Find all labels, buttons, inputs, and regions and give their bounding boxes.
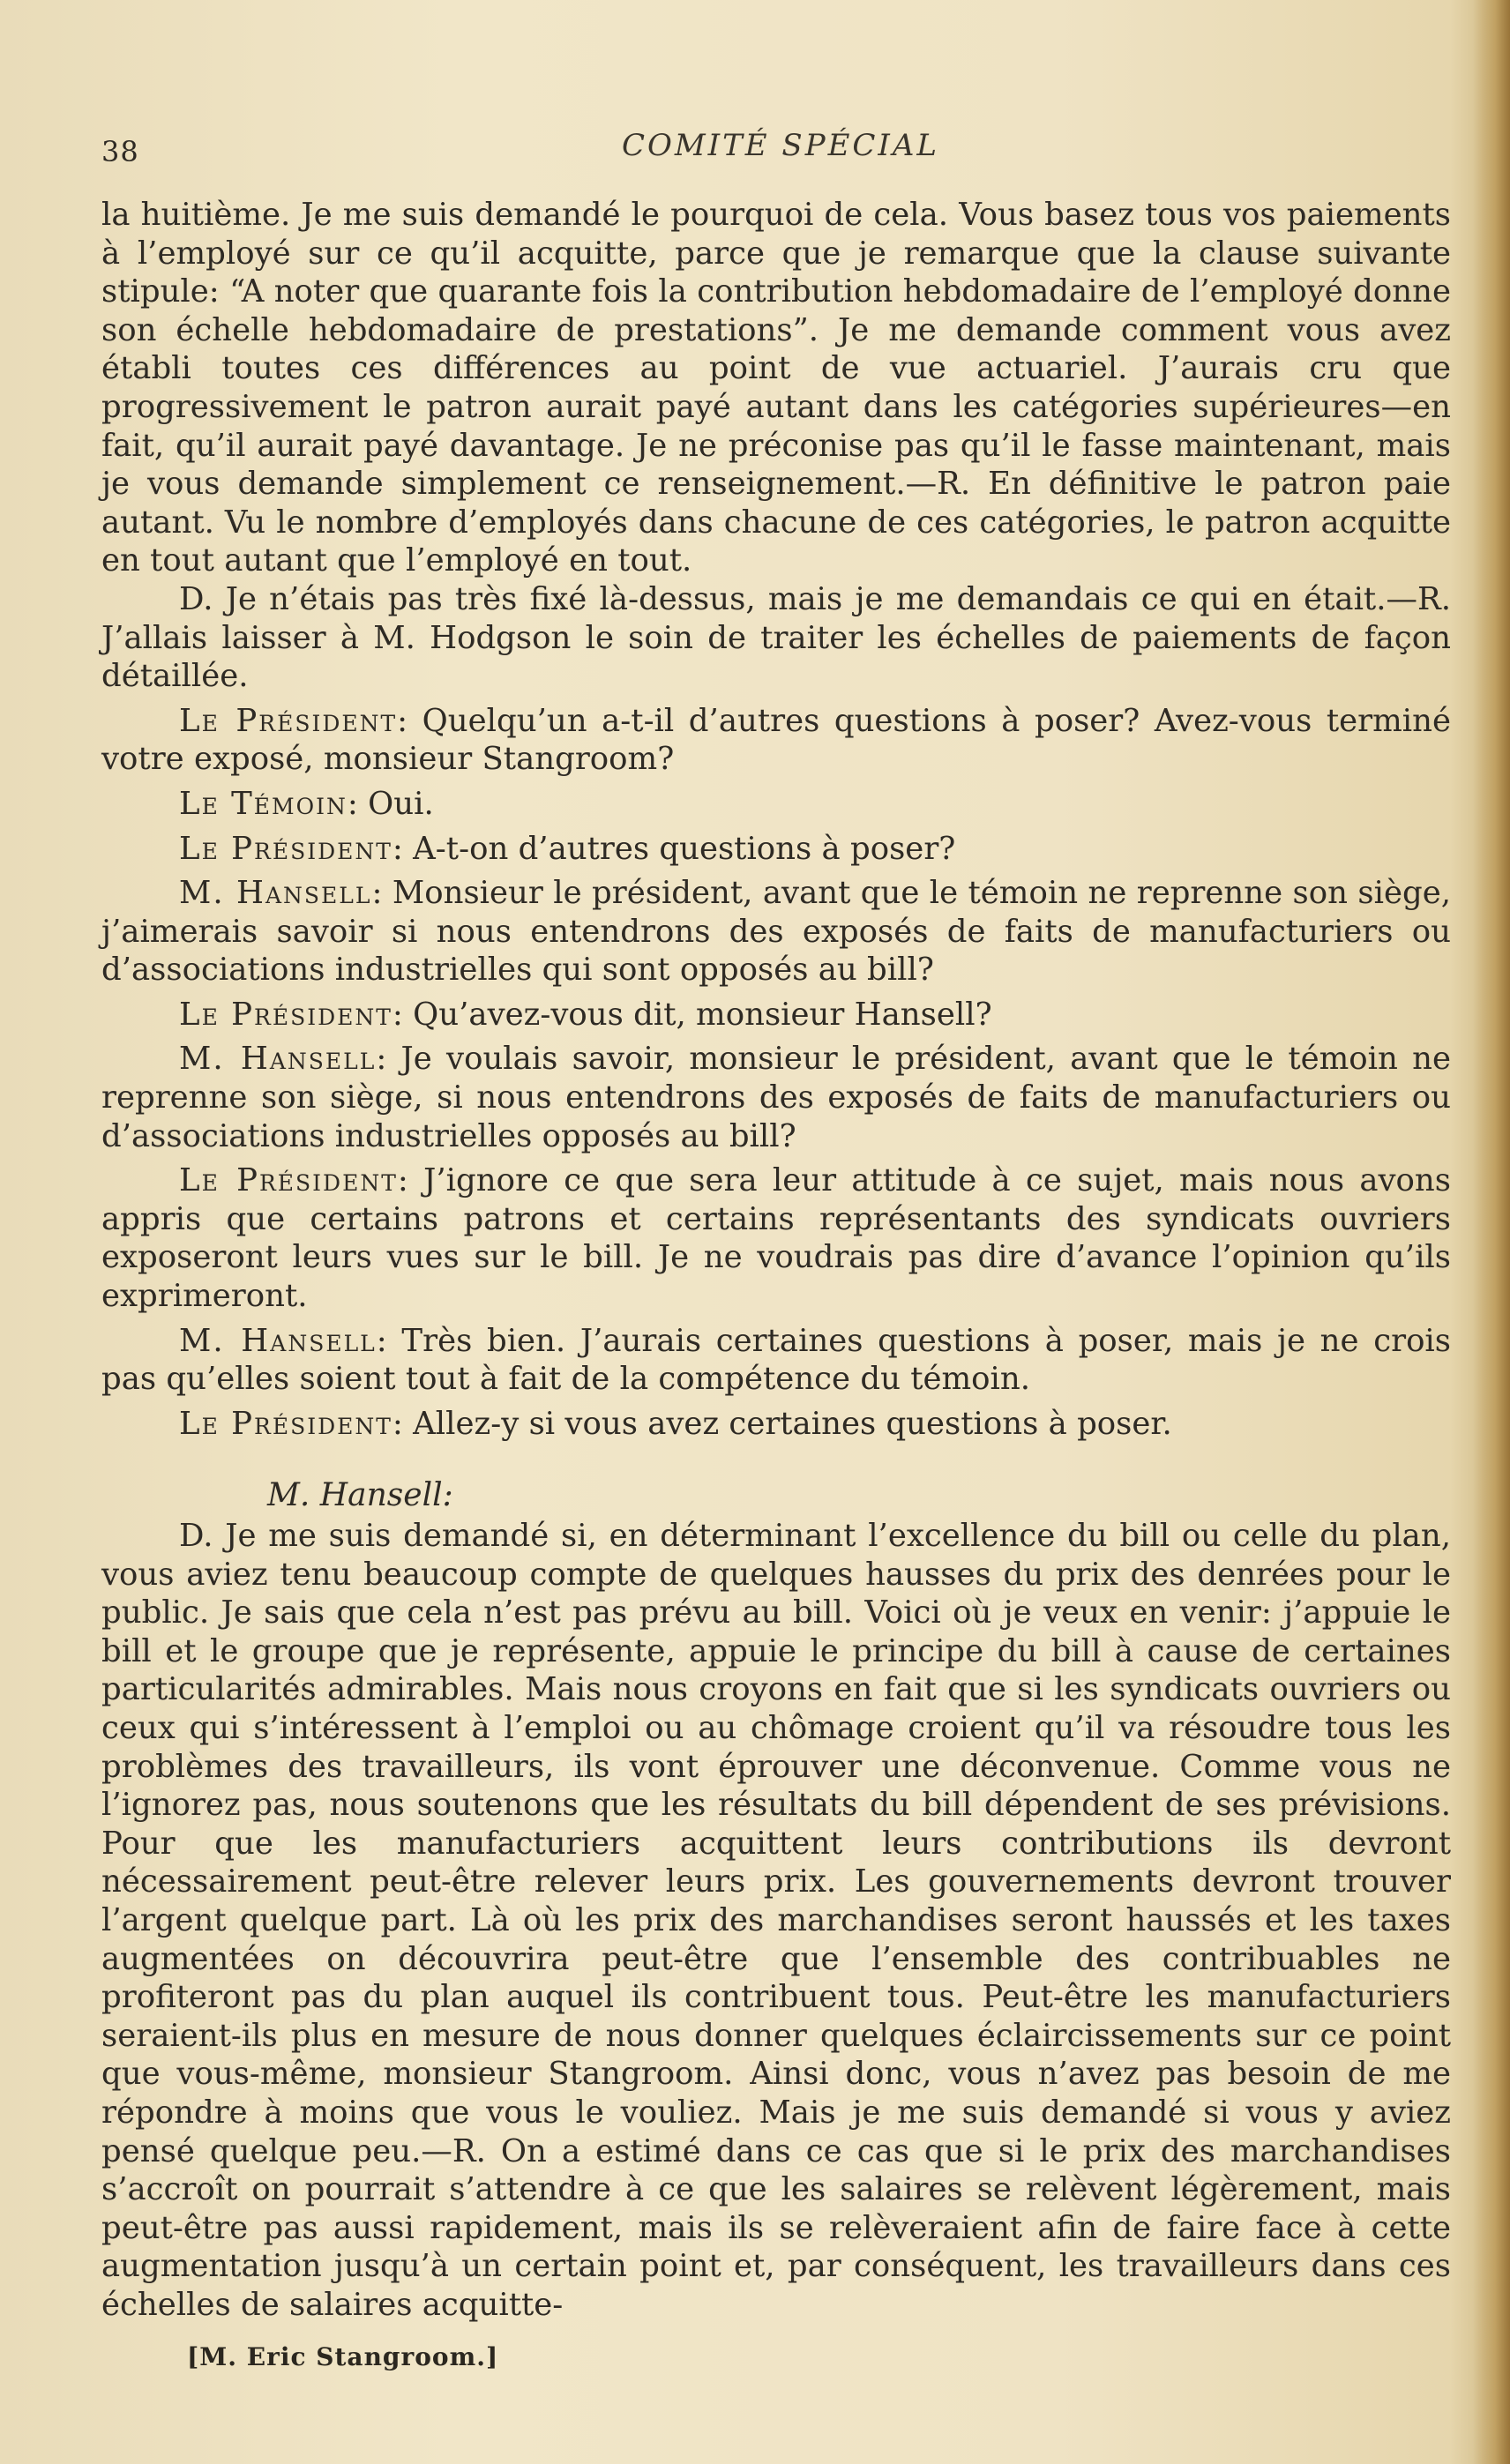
speaker-name: Le Témoin	[179, 785, 348, 822]
exchange: M. Hansell: Je voulais savoir, monsieur le président, avant que le témoin ne reprenne son siège, si nous entendrons des exposés de faits de manufacturiers ou d’associations industrielles opposés au bill?	[101, 1041, 1451, 1154]
speaker-name: M. Hansell	[179, 1322, 377, 1359]
speaker-name: Le Président	[179, 1405, 392, 1442]
speech-text: Oui.	[368, 785, 434, 822]
speaker-name: Le Président	[179, 702, 398, 739]
exchange: Le Témoin: Oui.	[179, 785, 434, 822]
speaker-name: Le Président	[179, 830, 392, 867]
speech-text: Quelqu’un a-t-il d’autres questions à poser? Avez-vous terminé votre exposé, monsieur Stangroom?	[101, 702, 1451, 778]
speech-text: Allez-y si vous avez certaines questions à poser.	[413, 1405, 1172, 1442]
paragraph: D. Je me suis demandé si, en déterminant l’excellence du bill ou celle du plan, vous aviez tenu beaucoup compte de quelques hausses du prix des denrées pour le public. Je sais que cela n’est pas prévu au bill. Voici où je veux en venir: j’appuie le bill et le groupe que je représente, appuie le principe du bill à cause de certaines particularités admirables. Mais nous croyons en fait que si les syndicats ouvriers ou ceux qui s’intéressent à l’emploi ou au chômage croient qu’il va résoudre tous les problèmes des travailleurs, ils vont éprouver une déconvenue. Comme vous ne l’ignorez pas, nous soutenons que les résultats du bill dépendent de ses prévisions. Pour que les manufacturiers acquittent leurs contributions ils devront nécessairement peut-être relever leurs prix. Les gouvernements devront trouver l’argent quelque part. Là où les prix des marchandises seront haussés et les taxes augmentées on découvrira peut-être que l’ensemble des contribuables ne profiteront pas du plan auquel ils contribuent tous. Peut-être les manufacturiers seraient-ils plus en mesure de nous donner quelques éclaircissements sur ce point que vous-même, monsieur Stangroom. Ainsi donc, vous n’avez pas besoin de me répondre à moins que vous le vouliez. Mais je me suis demandé si vous y aviez pensé quelque peu.—R. On a estimé dans ce cas que si le prix des marchandises s’accroît on pourrait s’attendre à ce que les salaires se relèvent légèrement, mais peut-être pas aussi rapidement, mais ils se relèveraient afin de faire face à cette augmentation jusqu’à un certain point et, par conséquent, les travailleurs dans ces échelles de salaires acquitte-	[101, 1518, 1451, 2323]
speech-text: Qu’avez-vous dit, monsieur Hansell?	[413, 996, 992, 1033]
speaker-name: Le Président	[179, 1162, 398, 1199]
page-body	[101, 196, 1451, 2324]
exchange: Le Président: A-t-on d’autres questions à poser?	[179, 830, 956, 867]
exchange: M. Hansell: Très bien. J’aurais certaines questions à poser, mais je ne crois pas qu’elles soient tout à fait de la compétence du témoin.	[101, 1322, 1452, 1398]
exchange: Le Président: Allez-y si vous avez certaines questions à poser.	[179, 1405, 1172, 1442]
speaker-name: M. Hansell	[179, 875, 372, 912]
running-head: COMITÉ SPÉCIAL	[621, 128, 939, 163]
speech-text: Monsieur le président, avant que le témoin ne reprenne son siège, j’aimerais savoir si nous entendrons des exposés de faits de manufacturiers ou d’associations industrielles qui sont opposés au bill?	[101, 875, 1451, 989]
footer-witness-name: [M. Eric Stangroom.]	[187, 2342, 499, 2371]
page-number: 38	[101, 135, 139, 168]
page-edge-shadow	[1473, 0, 1510, 2464]
page-header	[101, 128, 1460, 181]
paragraph: la huitième. Je me suis demandé le pourquoi de cela. Vous basez tous vos paiements à l’employé sur ce qu’il acquitte, parce que je remarque que la clause suivante stipule: “A noter que quarante fois la contribution hebdomadaire de l’employé donne son échelle hebdomadaire de prestations”. Je me demande comment vous avez établi toutes ces différences au point de vue actuariel. J’aurais cru que progressivement le patron aurait payé autant dans les catégories supérieures—en fait, qu’il aurait payé davantage. Je ne préconise pas qu’il le fasse maintenant, mais je vous demande simplement ce renseignement.—R. En définitive le patron paie autant. Vu le nombre d’employés dans chacune de ces catégories, le patron acquitte en tout autant que l’employé en tout.	[101, 197, 1451, 579]
speaker-name: Le Président	[179, 996, 392, 1033]
exchange: Le Président: J’ignore ce que sera leur attitude à ce sujet, mais nous avons appris que certains patrons et certains représentants des syndicats ouvriers exposeront leurs vues sur le bill. Je ne voudrais pas dire d’avance l’opinion qu’ils exprimeront.	[101, 1162, 1451, 1315]
exchange: Le Président: Qu’avez-vous dit, monsieur Hansell?	[179, 996, 992, 1033]
speech-text: A-t-on d’autres questions à poser?	[413, 830, 956, 867]
paragraph: D. Je n’étais pas très fixé là-dessus, mais je me demandais ce qui en était.—R. J’allais laisser à M. Hodgson le soin de traiter les échelles de paiements de façon détaillée.	[101, 580, 1451, 695]
speech-text: Très bien. J’aurais certaines questions à poser, mais je ne crois pas qu’elles soient tout à fait de la compétence du témoin.	[101, 1322, 1452, 1398]
exchange: M. Hansell: Monsieur le président, avant que le témoin ne reprenne son siège, j’aimerais savoir si nous entendrons des exposés de faits de manufacturiers ou d’associations industrielles qui sont opposés au bill?	[101, 875, 1451, 989]
speech-text: Je voulais savoir, monsieur le président, avant que le témoin ne reprenne son siège, si nous entendrons des exposés de faits de manufacturiers ou d’associations industrielles opposés au bill?	[101, 1041, 1451, 1154]
speech-text: J’ignore ce que sera leur attitude à ce sujet, mais nous avons appris que certains patrons et certains représentants des syndicats ouvriers exposeront leurs vues sur le bill. Je ne voudrais pas dire d’avance l’opinion qu’ils exprimeront.	[101, 1162, 1451, 1315]
exchange: Le Président: Quelqu’un a-t-il d’autres questions à poser? Avez-vous terminé votre exposé, monsieur Stangroom?	[101, 702, 1451, 778]
speaker-name: M. Hansell	[179, 1041, 377, 1078]
section-heading: M. Hansell:	[267, 1477, 453, 1514]
